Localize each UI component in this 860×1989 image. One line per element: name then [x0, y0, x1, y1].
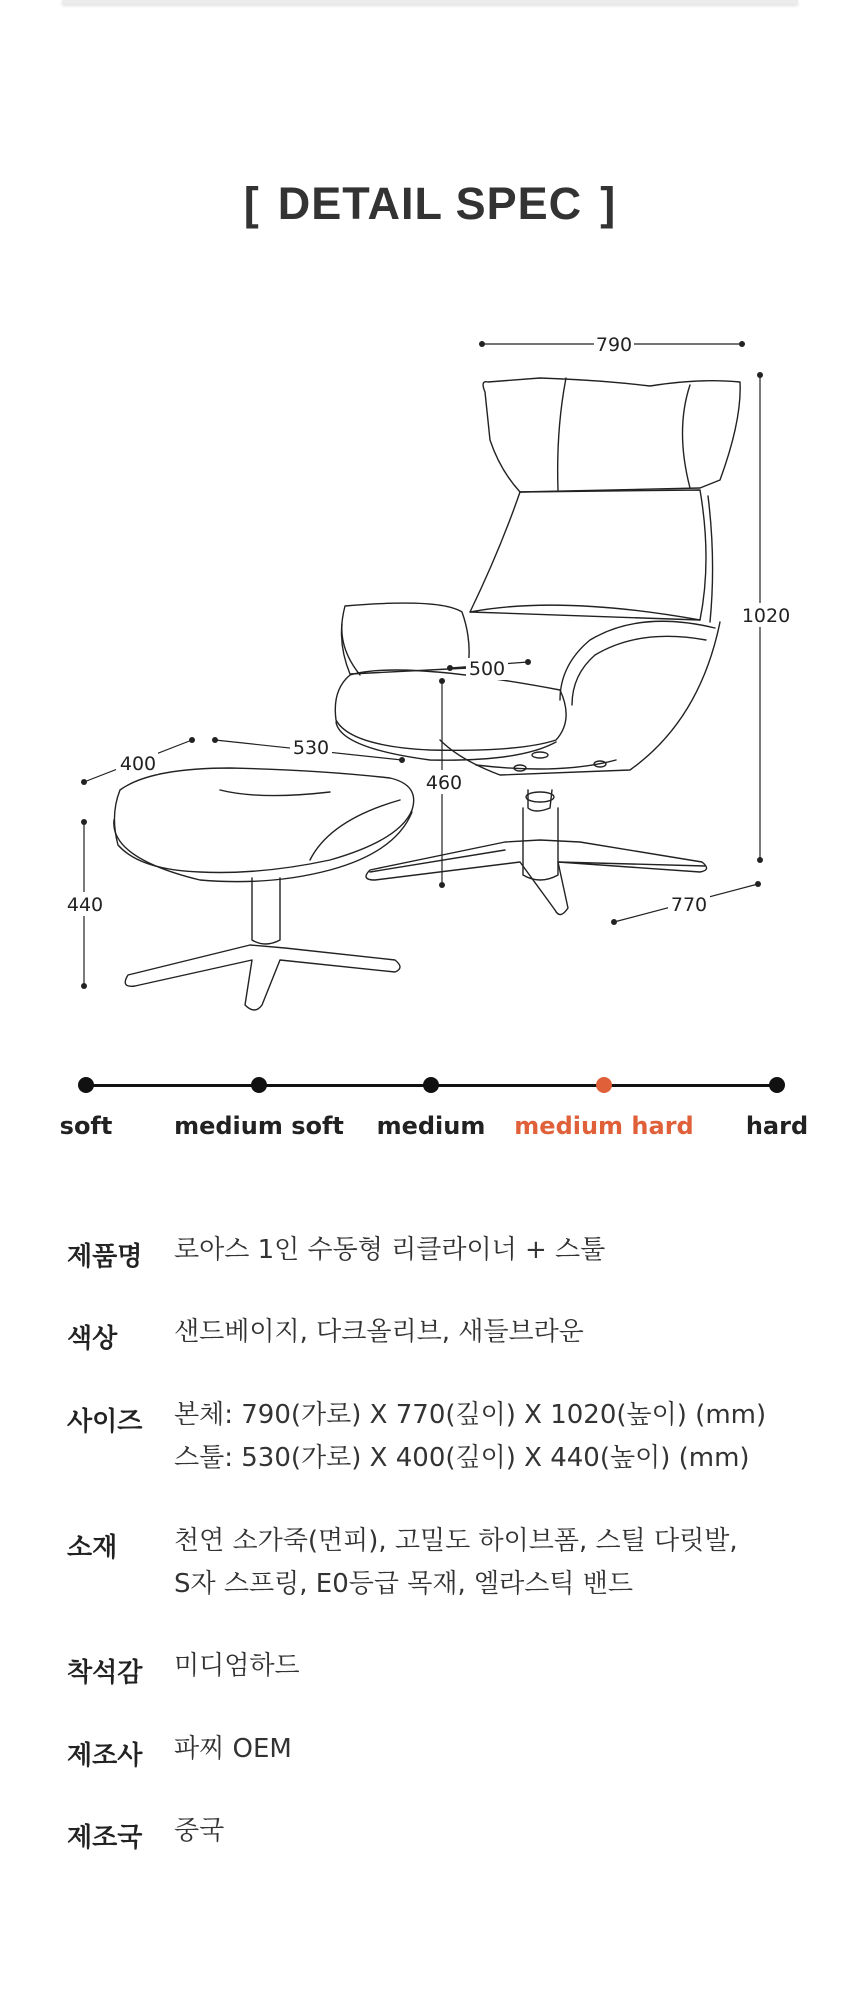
- spec-value: [174, 1311, 584, 1354]
- firmness-dot-hard: [769, 1077, 785, 1093]
- title-bracket-close: ]: [600, 178, 617, 229]
- spec-line: S자 스프링, E0등급 목재, 엘라스틱 밴드: [174, 1569, 633, 1599]
- firmness-label-soft: soft: [59, 1112, 113, 1140]
- firmness-label-medium-hard: medium hard: [514, 1112, 694, 1140]
- spec-value: [174, 1645, 300, 1688]
- chair-seat: [335, 670, 566, 750]
- dim-stool-width: 530: [292, 737, 330, 759]
- dim-chair-width: 790: [595, 334, 633, 356]
- spec-line: 로아스 1인 수동형 리클라이너 + 스툴: [174, 1235, 606, 1265]
- spec-key: 소재: [67, 1533, 118, 1563]
- chair-base: [366, 840, 707, 915]
- firmness-label-medium-soft: medium soft: [174, 1112, 344, 1140]
- dim-seat-height: 460: [425, 772, 463, 794]
- spec-line: 샌드베이지, 다크올리브, 새들브라운: [174, 1317, 584, 1347]
- dim-stool-depth: 400: [119, 753, 157, 775]
- spec-key: 제조사: [67, 1741, 143, 1771]
- spec-key: 제품명: [67, 1242, 143, 1272]
- dim-chair-height: 1020: [741, 605, 791, 627]
- spec-key: 색상: [67, 1324, 118, 1354]
- spec-line: 미디엄하드: [174, 1651, 300, 1681]
- chair-headrest: [483, 378, 740, 492]
- spec-value: [174, 1394, 766, 1480]
- firmness-dot-soft: [78, 1077, 94, 1093]
- spec-line: 본체: 790(가로) X 770(깊이) X 1020(높이) (mm): [174, 1400, 767, 1430]
- spec-line: 파찌 OEM: [174, 1734, 292, 1764]
- dim-seat-depth: 500: [468, 658, 506, 680]
- firmness-dot-medium-hard: [596, 1077, 612, 1093]
- spec-value: [174, 1229, 605, 1272]
- spec-line: 중국: [174, 1816, 225, 1846]
- chair-armrest: [341, 603, 469, 674]
- firmness-dot-medium: [423, 1077, 439, 1093]
- spec-key: 착석감: [67, 1658, 143, 1688]
- spec-line: 스툴: 530(가로) X 400(깊이) X 440(높이) (mm): [174, 1443, 750, 1473]
- ottoman-stem: [252, 878, 280, 944]
- chair-backrest: [470, 490, 706, 620]
- firmness-label-medium: medium: [376, 1112, 486, 1140]
- dim-chair-depth: 770: [670, 894, 708, 916]
- dim-stool-height: 440: [66, 894, 104, 916]
- firmness-dot-medium-soft: [251, 1077, 267, 1093]
- chair-shell: [440, 622, 720, 775]
- spec-value: [174, 1520, 738, 1606]
- ottoman-base: [125, 945, 400, 1010]
- firmness-label-hard: hard: [745, 1112, 809, 1140]
- spec-key: 사이즈: [67, 1407, 143, 1437]
- spec-key: 제조국: [67, 1823, 143, 1853]
- title-text: DETAIL SPEC: [277, 178, 583, 229]
- spec-value: [174, 1810, 224, 1853]
- spec-line: 천연 소가죽(면피), 고밀도 하이브폼, 스틸 다릿발,: [174, 1526, 738, 1556]
- spec-value: [174, 1728, 292, 1771]
- ottoman-cushion: [114, 768, 413, 873]
- title-bracket-open: [: [243, 178, 260, 229]
